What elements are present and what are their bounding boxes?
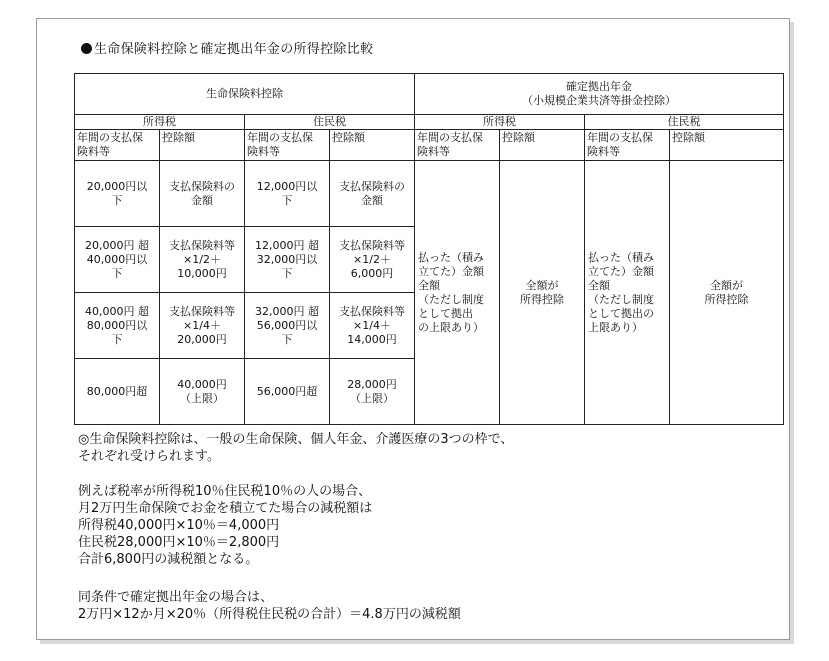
note-line: 合計6,800円の減税額となる。: [78, 552, 259, 567]
page-title: 生命保険料控除と確定拠出年金の所得控除比較: [81, 38, 373, 57]
table-cell: 20,000円 超 40,000円以 下: [75, 227, 160, 293]
table-cell: 12,000円 超 32,000円以 下: [245, 227, 330, 293]
table-cell: 40,000円 超 80,000円以 下: [75, 293, 160, 359]
table-cell: 80,000円超: [75, 359, 160, 425]
table-cell: 支払保険料等 ×1/4＋ 20,000円: [160, 293, 245, 359]
note-line: 例えば税率が所得税10％住民税10％の人の場合、: [78, 484, 372, 499]
dc-income-tax-header: 所得税: [415, 115, 585, 130]
col-annual-premium: 年間の支払保 険料等: [415, 130, 500, 161]
dc-resident-tax-amount: 払った（積み 立てた）金額 全額 （ただし制度 として拠出の 上限あり）: [585, 161, 670, 425]
note-line: 2万円×12か月×20％（所得税住民税の合計）＝4.8万円の減税額: [78, 607, 461, 622]
note-line: ◎生命保険料控除は、一般の生命保険、個人年金、介護医療の3つの枠で、: [78, 432, 514, 447]
col-deduction: 控除額: [160, 130, 245, 161]
comparison-table: [74, 73, 784, 425]
col-deduction: 控除額: [330, 130, 415, 161]
life-insurance-header: 生命保険料控除: [75, 74, 415, 115]
note-line: 住民税28,000円×10％＝2,800円: [78, 535, 280, 550]
li-income-tax-header: 所得税: [75, 115, 245, 130]
note-line: 同条件で確定拠出年金の場合は、: [78, 590, 274, 605]
table-cell: 20,000円以 下: [75, 161, 160, 227]
dc-pension-header: 確定拠出年金 （小規模企業共済等掛金控除）: [415, 74, 784, 115]
col-deduction: 控除額: [500, 130, 585, 161]
table-cell: 32,000円 超 56,000円以 下: [245, 293, 330, 359]
note-line: それぞれ受けられます。: [78, 449, 220, 464]
bullet-icon: [81, 43, 92, 54]
dc-resident-tax-header: 住民税: [585, 115, 784, 130]
note-line: 月2万円生命保険でお金を積立てた場合の減税額は: [78, 501, 373, 516]
table-cell: 支払保険料等 ×1/4＋ 14,000円: [330, 293, 415, 359]
col-annual-premium: 年間の支払保 険料等: [245, 130, 330, 161]
dc-income-tax-deduction: 全額が 所得控除: [500, 161, 585, 425]
table-cell: 28,000円 （上限）: [330, 359, 415, 425]
table-cell: 支払保険料等 ×1/2＋ 6,000円: [330, 227, 415, 293]
dc-income-tax-amount: 払った（積み 立てた）金額 全額 （ただし制度 として拠出 の上限あり）: [415, 161, 500, 425]
table-cell: 支払保険料等 ×1/2＋ 10,000円: [160, 227, 245, 293]
table-cell: 支払保険料の 金額: [160, 161, 245, 227]
col-annual-premium: 年間の支払保 険料等: [75, 130, 160, 161]
col-deduction: 控除額: [670, 130, 784, 161]
note-line: 所得税40,000円×10％＝4,000円: [78, 518, 280, 533]
li-resident-tax-header: 住民税: [245, 115, 415, 130]
table-cell: 56,000円超: [245, 359, 330, 425]
col-annual-premium: 年間の支払保 険料等: [585, 130, 670, 161]
dc-resident-tax-deduction: 全額が 所得控除: [670, 161, 784, 425]
table-cell: 12,000円以 下: [245, 161, 330, 227]
table-cell: 支払保険料の 金額: [330, 161, 415, 227]
table-cell: 40,000円 （上限）: [160, 359, 245, 425]
